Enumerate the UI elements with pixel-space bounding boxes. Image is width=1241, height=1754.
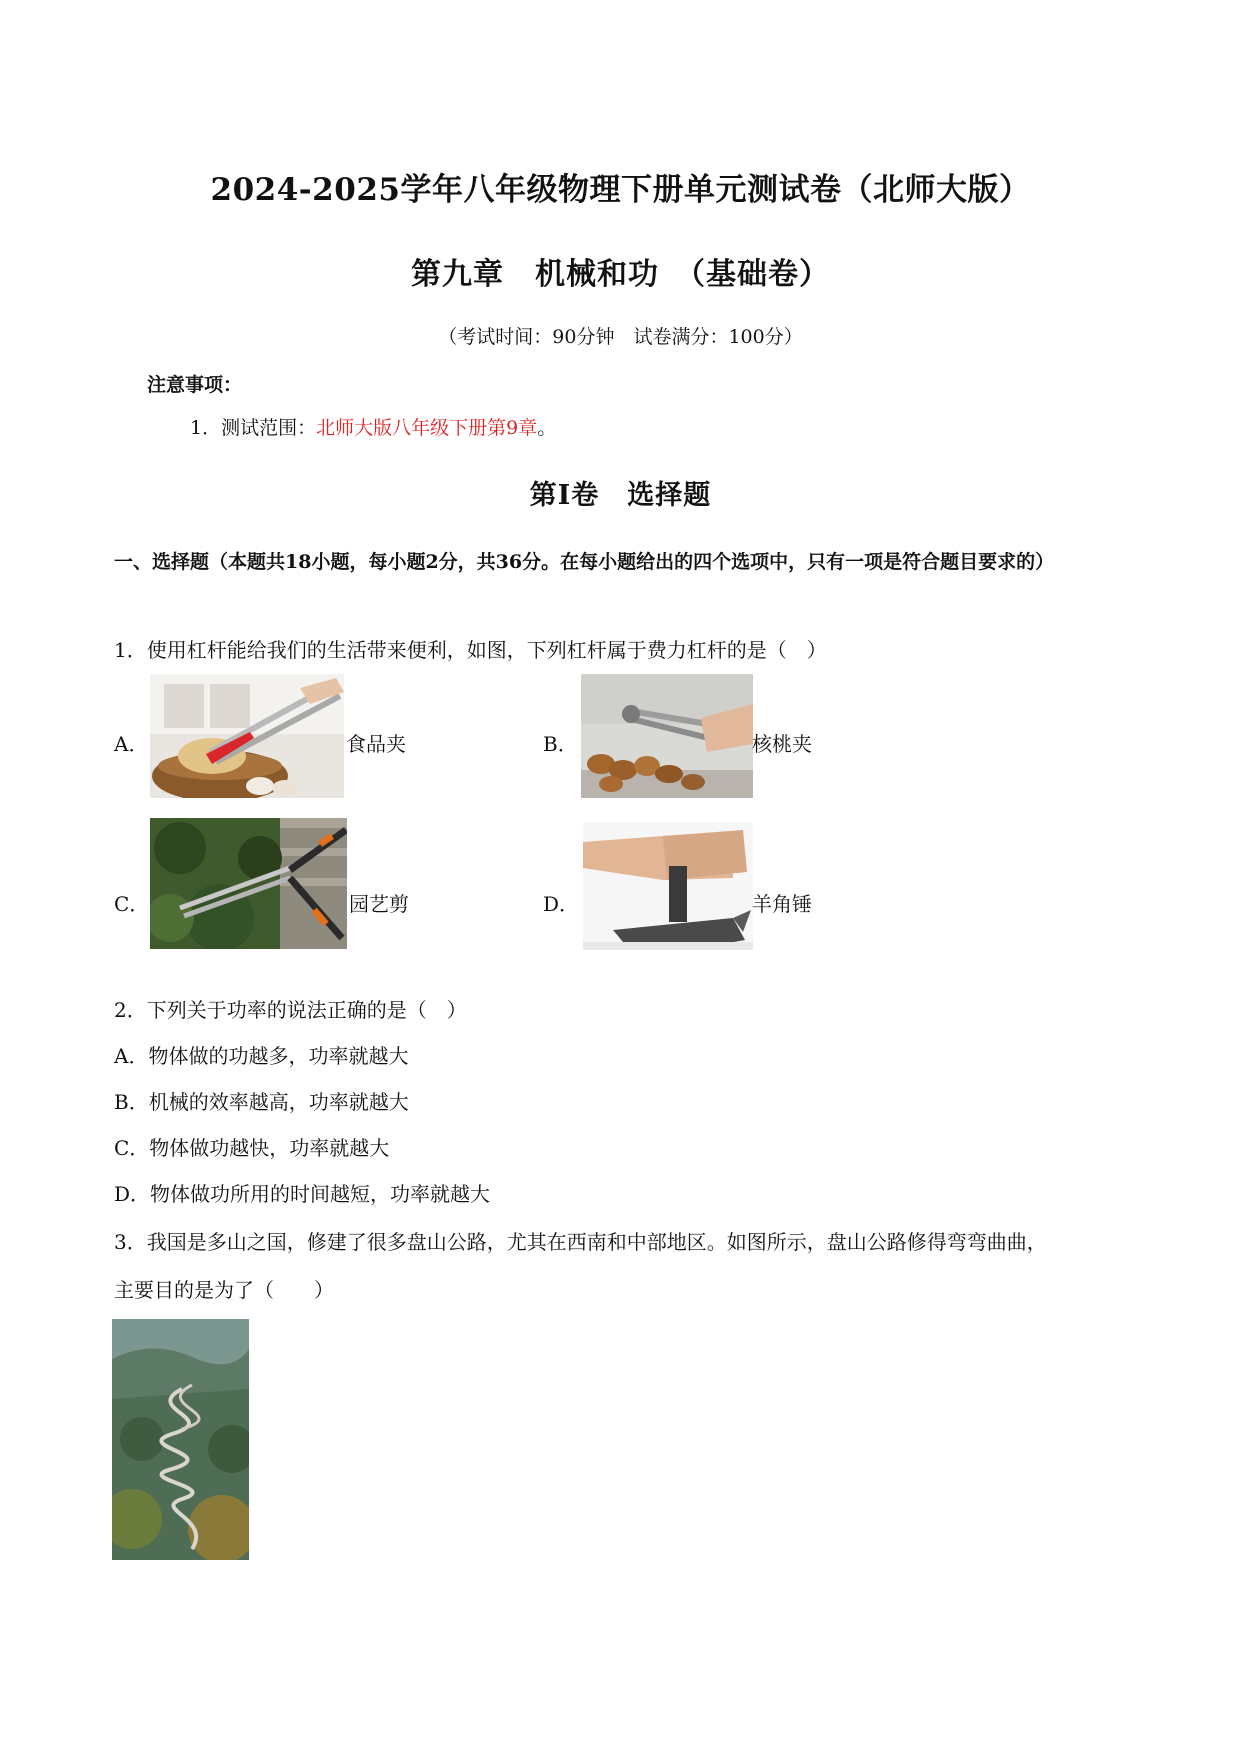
q1-option-c-label: 园艺剪 <box>349 892 409 916</box>
q1-option-b-letter: B． <box>543 732 578 756</box>
q2-option-b: B．机械的效率越高，功率就越大 <box>114 1090 409 1114</box>
q1-option-a-letter: A． <box>114 732 149 756</box>
chapter-subtitle: 第九章 机械和功 （基础卷） <box>411 257 830 292</box>
question-1-text: 1．使用杠杆能给我们的生活带来便利，如图，下列杠杆属于费力杠杆的是（ ） <box>114 638 827 662</box>
question-3-text-line2: 主要目的是为了（ ） <box>114 1278 334 1302</box>
q2-option-c: C．物体做功越快，功率就越大 <box>114 1136 390 1160</box>
nutcracker-image <box>581 674 753 798</box>
q2-option-d: D．物体做功所用的时间越短，功率就越大 <box>114 1182 491 1206</box>
notes-item-scope <box>190 413 556 440</box>
notes-item-suffix: 。 <box>537 417 557 439</box>
q1-option-c-letter: C． <box>114 892 150 916</box>
q1-option-a-label: 食品夹 <box>346 732 406 756</box>
q1-option-d-label: 羊角锤 <box>752 892 812 916</box>
notes-title: 注意事项： <box>147 374 243 396</box>
part-heading: 一、选择题（本题共18小题，每小题2分，共36分。在每小题给出的四个选项中，只有一项是符合题目要求的） <box>114 551 1055 573</box>
question-2-text: 2．下列关于功率的说法正确的是（ ） <box>114 998 467 1022</box>
garden-shears-image <box>150 818 347 949</box>
question-3-text-line1: 3．我国是多山之国，修建了很多盘山公路，尤其在西南和中部地区。如图所示，盘山公路修得弯弯曲曲， <box>114 1230 1047 1254</box>
exam-info: （考试时间：90分钟 试卷满分：100分） <box>438 326 803 348</box>
q2-option-a: A．物体做的功越多，功率就越大 <box>114 1044 409 1068</box>
exam-title: 2024-2025学年八年级物理下册单元测试卷（北师大版） <box>210 172 1031 208</box>
claw-hammer-image <box>583 822 753 950</box>
mountain-road-image <box>112 1319 249 1560</box>
food-tongs-image <box>150 674 344 798</box>
q1-option-d-letter: D． <box>543 892 580 916</box>
notes-item-prefix: 1．测试范围： <box>190 417 317 439</box>
section-title: 第Ⅰ卷 选择题 <box>529 480 712 511</box>
q1-option-b-label: 核桃夹 <box>752 732 812 756</box>
notes-item-highlight: 北师大版八年级下册第9章 <box>316 417 538 439</box>
